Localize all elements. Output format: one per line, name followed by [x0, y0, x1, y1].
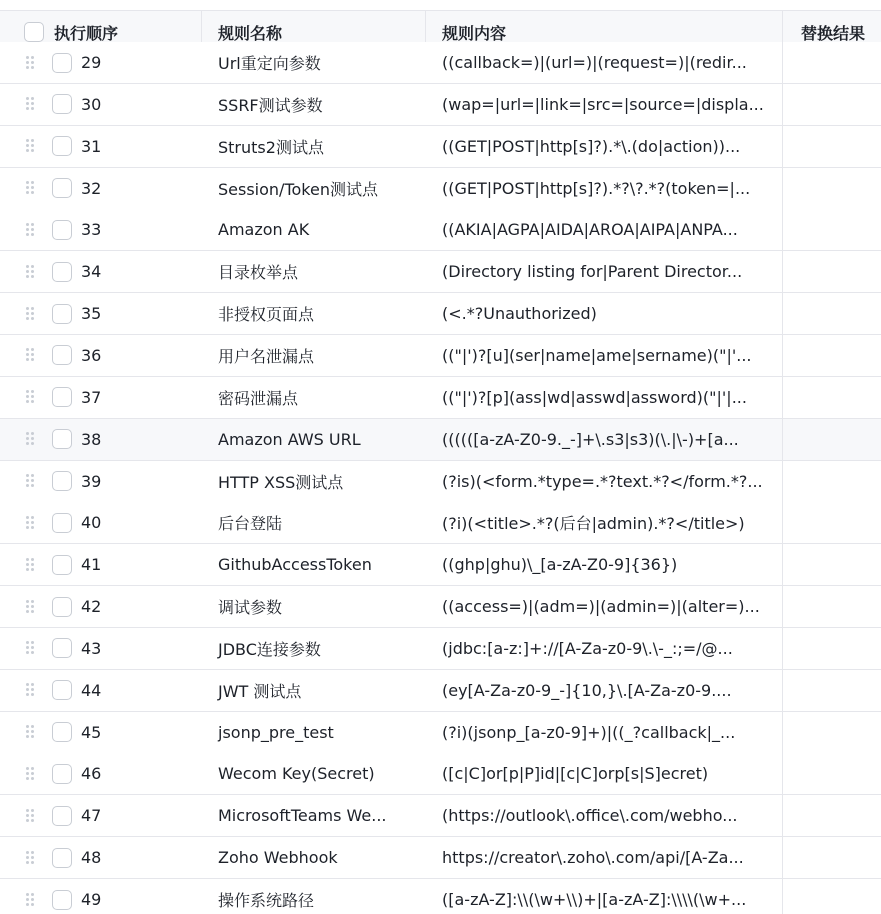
table-row[interactable] [0, 795, 881, 837]
order-number: 49 [81, 890, 102, 909]
drag-handle-icon[interactable] [26, 223, 36, 237]
rule-content-cell [425, 168, 782, 209]
drag-handle-icon[interactable] [26, 851, 36, 865]
rule-content-cell [425, 251, 782, 292]
drag-handle-icon[interactable] [26, 56, 36, 70]
order-cell [0, 670, 201, 711]
rule-content: (jdbc:[a-z:]+://[A-Za-z0-9\.\-_:;=/@... [442, 638, 733, 658]
rule-name: Url重定向参数 [218, 54, 321, 73]
rule-content: (?i)(jsonp_[a-z0-9]+)|((_?callback|_... [442, 722, 736, 742]
table-row[interactable] [0, 712, 881, 754]
rule-name: 用户名泄漏点 [218, 346, 315, 366]
replace-result-cell [782, 753, 881, 794]
table-row[interactable] [0, 377, 881, 419]
replace-result-cell [782, 795, 881, 836]
rule-content: (("|')?[p](ass|wd|asswd|assword)("|'|... [442, 387, 747, 407]
order-cell [0, 168, 201, 209]
rule-content-cell [425, 502, 782, 543]
order-number: 46 [81, 764, 102, 784]
rule-name: HTTP XSS测试点 [218, 472, 344, 492]
drag-handle-icon[interactable] [26, 474, 36, 488]
drag-handle-icon[interactable] [26, 432, 36, 446]
rule-name-cell [201, 419, 425, 460]
rule-content-cell [425, 879, 782, 914]
drag-handle-icon[interactable] [26, 265, 36, 279]
rule-name: 操作系统路径 [218, 891, 315, 910]
replace-result-cell [782, 126, 881, 167]
header-content-label: 规则内容 [442, 23, 507, 43]
rule-name: Session/Token测试点 [218, 179, 378, 199]
order-cell [0, 42, 201, 83]
rule-content-cell [425, 42, 782, 83]
table-row[interactable] [0, 753, 881, 795]
rule-content: ((((([a-zA-Z0-9._-]+\.s3|s3)(\.|\-)+[a... [442, 429, 739, 449]
order-cell [0, 419, 201, 460]
row-checkbox[interactable] [52, 597, 72, 617]
rule-content: ([c|C]or[p|P]id|[c|C]orp[s|S]ecret) [442, 764, 709, 784]
order-number: 48 [81, 848, 102, 868]
replace-result-cell [782, 544, 881, 585]
rule-name-cell [201, 795, 425, 836]
rule-content: (?i)(<title>.*?(后台|admin).*?</title>) [442, 514, 745, 534]
rule-name: SSRF测试参数 [218, 95, 323, 115]
row-checkbox[interactable] [52, 178, 72, 198]
replace-result-cell [782, 335, 881, 376]
rule-content-cell [425, 712, 782, 753]
table-row[interactable] [0, 837, 881, 879]
replace-result-cell [782, 502, 881, 543]
order-number: 43 [81, 638, 102, 658]
row-checkbox[interactable] [52, 890, 72, 910]
order-number: 47 [81, 806, 102, 826]
row-checkbox[interactable] [52, 262, 72, 282]
rule-name-cell [201, 628, 425, 669]
order-cell [0, 586, 201, 627]
order-cell [0, 879, 201, 914]
replace-result-cell [782, 586, 881, 627]
order-cell [0, 126, 201, 167]
order-cell [0, 293, 201, 334]
order-number: 42 [81, 597, 102, 617]
rule-content-cell [425, 544, 782, 585]
rule-content: ([a-zA-Z]:\\(\w+\\)+|[a-zA-Z]:\\\\(\w+... [442, 890, 747, 909]
order-number: 41 [81, 555, 102, 575]
order-cell [0, 377, 201, 418]
rule-content: (("|')?[u](ser|name|ame|sername)("|'... [442, 345, 752, 365]
row-checkbox[interactable] [52, 764, 72, 784]
row-checkbox[interactable] [52, 513, 72, 533]
table-row[interactable] [0, 670, 881, 712]
rule-name-cell [201, 126, 425, 167]
rule-name: Amazon AK [218, 220, 310, 240]
rule-name: Wecom Key(Secret) [218, 764, 375, 784]
row-checkbox[interactable] [52, 471, 72, 491]
rule-content-cell [425, 209, 782, 250]
rule-content: ((callback=)|(url=)|(request=)|(redir... [442, 53, 747, 72]
rule-content-cell [425, 293, 782, 334]
rule-name-cell [201, 837, 425, 878]
drag-handle-icon[interactable] [26, 893, 36, 907]
rule-name-cell [201, 544, 425, 585]
replace-result-cell [782, 628, 881, 669]
select-all-checkbox[interactable] [24, 22, 44, 42]
order-number: 32 [81, 178, 102, 198]
order-number: 37 [81, 387, 102, 407]
rule-name-cell [201, 670, 425, 711]
rule-name: jsonp_pre_test [218, 722, 334, 742]
order-cell [0, 251, 201, 292]
drag-handle-icon[interactable] [26, 558, 36, 572]
order-number: 33 [81, 220, 102, 240]
row-checkbox[interactable] [52, 848, 72, 868]
replace-result-cell [782, 209, 881, 250]
rule-name: 调试参数 [218, 598, 283, 618]
row-checkbox[interactable] [52, 220, 72, 240]
rule-name-cell [201, 879, 425, 914]
rule-name: GithubAccessToken [218, 555, 372, 575]
rule-content: (<.*?Unauthorized) [442, 304, 597, 324]
order-number: 40 [81, 513, 102, 533]
table-row[interactable] [0, 502, 881, 544]
rule-name-cell [201, 335, 425, 376]
order-cell [0, 712, 201, 753]
rule-content-cell [425, 795, 782, 836]
order-cell [0, 628, 201, 669]
row-checkbox[interactable] [52, 387, 72, 407]
table-row[interactable] [0, 126, 881, 168]
replace-result-cell [782, 419, 881, 460]
rule-content-cell [425, 377, 782, 418]
order-number: 30 [81, 94, 102, 114]
row-checkbox[interactable] [52, 94, 72, 114]
replace-result-cell [782, 84, 881, 125]
rule-content-cell [425, 126, 782, 167]
header-name-label: 规则名称 [218, 23, 283, 43]
rule-content-cell [425, 419, 782, 460]
rule-name: Amazon AWS URL [218, 429, 361, 449]
rule-name: 目录枚举点 [218, 263, 299, 283]
drag-handle-icon[interactable] [26, 97, 36, 111]
rule-content-cell [425, 628, 782, 669]
table-row[interactable] [0, 42, 881, 84]
rule-content: https://creator\.zoho\.com/api/[A-Za... [442, 848, 744, 868]
rule-name-cell [201, 293, 425, 334]
rule-name-cell [201, 461, 425, 502]
rule-name-cell [201, 168, 425, 209]
row-checkbox[interactable] [52, 304, 72, 324]
rule-content-cell [425, 753, 782, 794]
rule-name-cell [201, 251, 425, 292]
row-checkbox[interactable] [52, 429, 72, 449]
replace-result-cell [782, 879, 881, 914]
rule-content: (https://outlook\.office\.com/webho... [442, 806, 738, 826]
drag-handle-icon[interactable] [26, 767, 36, 781]
order-number: 38 [81, 429, 102, 449]
order-number: 35 [81, 304, 102, 324]
header-order-label: 执行顺序 [54, 23, 119, 43]
rule-name: MicrosoftTeams We... [218, 806, 387, 826]
order-number: 45 [81, 722, 102, 742]
table-row[interactable] [0, 209, 881, 251]
table-row[interactable] [0, 84, 881, 126]
replace-result-cell [782, 251, 881, 292]
table-row[interactable] [0, 251, 881, 293]
table-row[interactable] [0, 293, 881, 335]
rule-name-cell [201, 502, 425, 543]
drag-handle-icon[interactable] [26, 390, 36, 404]
drag-handle-icon[interactable] [26, 139, 36, 153]
rule-content: ((GET|POST|http[s]?).*?\?.*?(token=|... [442, 178, 751, 198]
order-cell [0, 837, 201, 878]
order-number: 44 [81, 680, 102, 700]
drag-handle-icon[interactable] [26, 307, 36, 321]
drag-handle-icon[interactable] [26, 516, 36, 530]
rule-content: ((ghp|ghu)\_[a-zA-Z0-9]{36}) [442, 555, 678, 575]
rule-content-cell [425, 586, 782, 627]
order-cell [0, 84, 201, 125]
order-cell [0, 209, 201, 250]
order-cell [0, 544, 201, 585]
order-number: 29 [81, 53, 102, 72]
rule-name-cell [201, 586, 425, 627]
order-number: 31 [81, 136, 102, 156]
drag-handle-icon[interactable] [26, 641, 36, 655]
drag-handle-icon[interactable] [26, 348, 36, 362]
row-checkbox[interactable] [52, 680, 72, 700]
rule-name: 后台登陆 [218, 514, 283, 534]
table-row[interactable] [0, 335, 881, 377]
table-row[interactable] [0, 628, 881, 670]
drag-handle-icon[interactable] [26, 683, 36, 697]
rule-name: Zoho Webhook [218, 848, 338, 868]
rule-name: 非授权页面点 [218, 305, 315, 325]
rule-content: (Directory listing for|Parent Director... [442, 262, 743, 282]
rule-name-cell [201, 377, 425, 418]
rule-content: (ey[A-Za-z0-9_-]{10,}\.[A-Za-z0-9.... [442, 680, 732, 700]
row-checkbox[interactable] [52, 53, 72, 73]
rule-name: JDBC连接参数 [218, 639, 321, 659]
order-number: 39 [81, 471, 102, 491]
rule-content-cell [425, 461, 782, 502]
row-checkbox[interactable] [52, 722, 72, 742]
row-checkbox[interactable] [52, 555, 72, 575]
rule-content-cell [425, 670, 782, 711]
table-row[interactable] [0, 544, 881, 586]
rule-name-cell [201, 712, 425, 753]
drag-handle-icon[interactable] [26, 809, 36, 823]
header-replace-label: 替换结果 [801, 23, 866, 43]
replace-result-cell [782, 670, 881, 711]
rule-content: ((AKIA|AGPA|AIDA|AROA|AIPA|ANPA... [442, 220, 738, 240]
order-cell [0, 335, 201, 376]
rule-content: ((GET|POST|http[s]?).*\.(do|action))... [442, 136, 741, 156]
order-cell [0, 753, 201, 794]
replace-result-cell [782, 837, 881, 878]
row-checkbox[interactable] [52, 638, 72, 658]
order-cell [0, 461, 201, 502]
rule-content: ((access=)|(adm=)|(admin=)|(alter=)... [442, 597, 760, 617]
rule-content-cell [425, 84, 782, 125]
rule-name: JWT 测试点 [218, 681, 302, 701]
drag-handle-icon[interactable] [26, 181, 36, 195]
table-row[interactable] [0, 879, 881, 914]
drag-handle-icon[interactable] [26, 600, 36, 614]
order-number: 34 [81, 262, 102, 282]
replace-result-cell [782, 42, 881, 83]
rule-name-cell [201, 42, 425, 83]
table-row[interactable] [0, 586, 881, 628]
replace-result-cell [782, 293, 881, 334]
replace-result-cell [782, 461, 881, 502]
order-number: 36 [81, 345, 102, 365]
drag-handle-icon[interactable] [26, 725, 36, 739]
order-cell [0, 502, 201, 543]
rule-name-cell [201, 209, 425, 250]
row-checkbox[interactable] [52, 136, 72, 156]
rule-content-cell [425, 335, 782, 376]
order-cell [0, 795, 201, 836]
rule-name-cell [201, 753, 425, 794]
rule-content: (wap=|url=|link=|src=|source=|displa... [442, 94, 764, 114]
rule-content: (?is)(<form.*type=.*?text.*?</form.*?... [442, 471, 763, 491]
replace-result-cell [782, 377, 881, 418]
replace-result-cell [782, 712, 881, 753]
replace-result-cell [782, 168, 881, 209]
rule-name: Struts2测试点 [218, 137, 324, 157]
table-row[interactable] [0, 419, 881, 461]
table-row[interactable] [0, 168, 881, 210]
row-checkbox[interactable] [52, 806, 72, 826]
rule-name-cell [201, 84, 425, 125]
table-row[interactable] [0, 461, 881, 503]
rule-name: 密码泄漏点 [218, 388, 299, 408]
row-checkbox[interactable] [52, 345, 72, 365]
rule-content-cell [425, 837, 782, 878]
